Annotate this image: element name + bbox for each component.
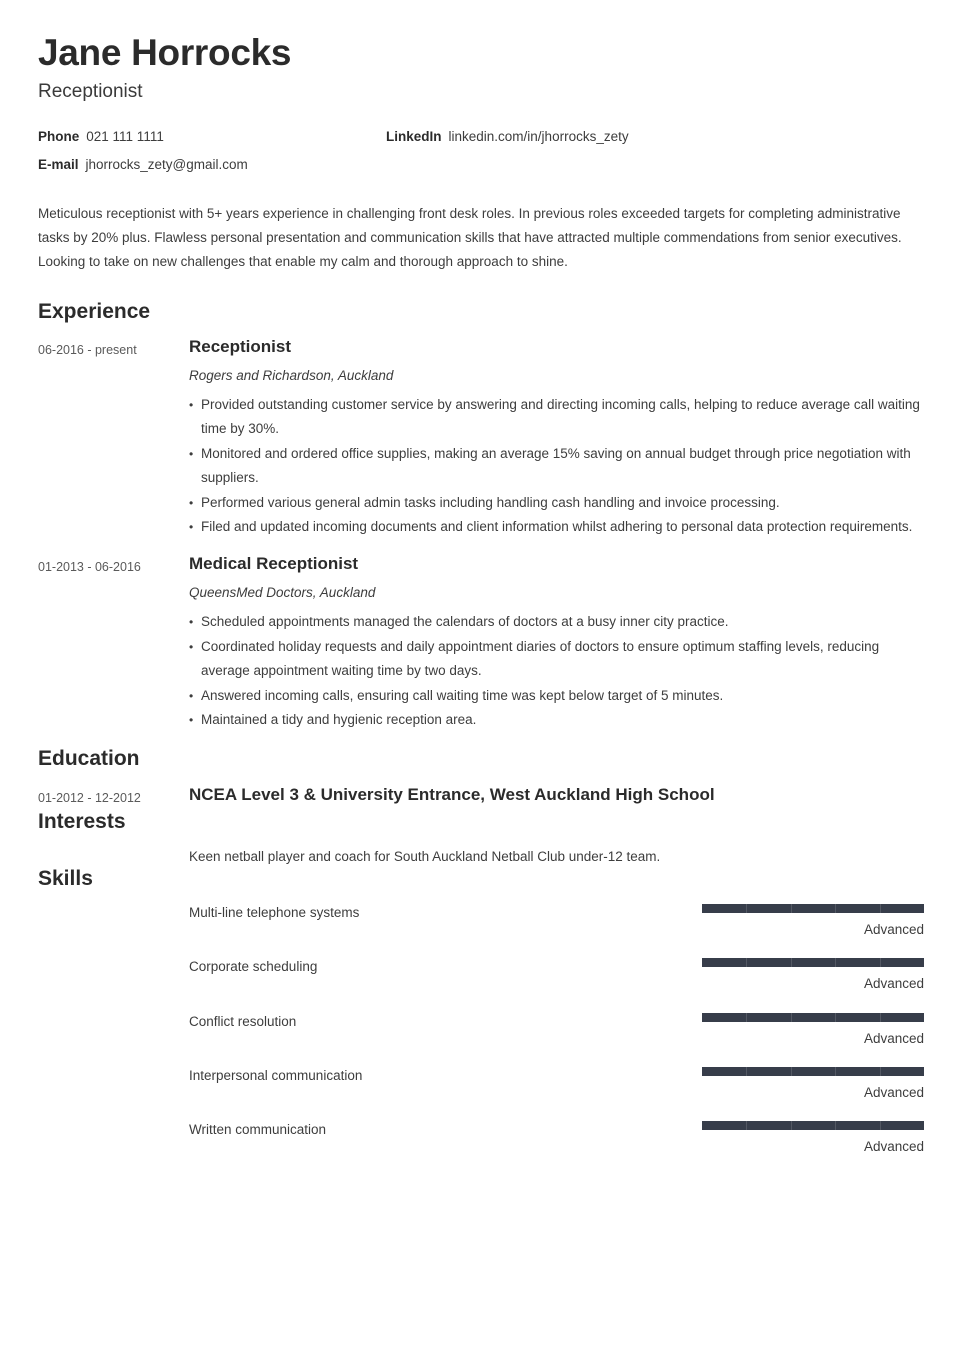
contact-phone-value: 021 111 1111 (86, 128, 164, 144)
skill-level-bar (702, 904, 924, 913)
skill-level-bar (702, 1013, 924, 1022)
candidate-job-title: Receptionist (38, 80, 143, 102)
list-item: • Coordinated holiday requests and daily appointment diaries of doctors to ensure optimum staffing levels, reducing average appointment waiting time by two days. (189, 635, 924, 684)
skill-bar-divider (835, 1013, 836, 1022)
skill-meter (702, 904, 924, 938)
experience-body (189, 554, 924, 733)
skill-bar-divider (791, 1013, 792, 1022)
skill-bar-divider (880, 904, 881, 913)
interests-text: Keen netball player and coach for South Auckland Netball Club under-12 team. (189, 848, 661, 864)
skill-level-label: Advanced (863, 1084, 924, 1100)
skill-bar-divider (746, 904, 747, 913)
education-title: NCEA Level 3 & University Entrance, West Auckland High School (189, 784, 715, 804)
skill-row (38, 958, 924, 992)
resume-header (38, 34, 924, 172)
education-body (189, 784, 924, 805)
contact-linkedin[interactable] (386, 129, 924, 144)
candidate-name: Jane Horrocks (38, 32, 292, 73)
skills-list (38, 904, 924, 1155)
list-item: • Monitored and ordered office supplies, making an average 15% saving on annual budget through price negotiation with suppliers. (189, 442, 924, 491)
skill-level-label: Advanced (863, 976, 924, 992)
section-education (38, 747, 924, 806)
skill-bar-divider (835, 904, 836, 913)
education-heading: Education (38, 746, 140, 770)
professional-summary: Meticulous receptionist with 5+ years experience in challenging front desk roles. In previous roles exceeded targets for completing administrative tasks by 20% plus. Flawless personal presentation and communication skills that have attracted multiple commendations from senior executives. Looking to take on new challenges that enable my calm and thorough approach to shine. (38, 205, 902, 269)
experience-date: 01-2013 - 06-2016 (38, 559, 141, 574)
skill-meter (702, 1013, 924, 1047)
experience-body (189, 337, 924, 540)
skill-level-bar (702, 958, 924, 967)
experience-title: Receptionist (189, 336, 292, 356)
list-item: • Scheduled appointments managed the calendars of doctors at a busy inner city practice. (189, 610, 924, 635)
contact-row (38, 157, 924, 172)
skill-bar-divider (746, 958, 747, 967)
skill-level-bar (702, 1067, 924, 1076)
skill-level-label: Advanced (863, 1139, 924, 1155)
skill-level-bar (702, 1121, 924, 1130)
education-date: 01-2012 - 12-2012 (38, 790, 141, 805)
section-interests (38, 810, 924, 867)
skill-bar-divider (791, 1067, 792, 1076)
contact-linkedin-value[interactable]: linkedin.com/in/jhorrocks_zety (448, 128, 629, 144)
skill-row (38, 1067, 924, 1101)
skills-heading: Skills (38, 867, 93, 891)
contact-phone (38, 129, 386, 144)
list-item: • Performed various general admin tasks including handling cash handling and invoice processing. (189, 491, 924, 516)
experience-title: Medical Receptionist (189, 553, 359, 573)
skill-name: Interpersonal communication (189, 1067, 363, 1083)
skill-level-label: Advanced (863, 922, 924, 938)
list-item: • Filed and updated incoming documents and client information whilst adhering to personal data protection requirements. (189, 515, 924, 540)
skill-row (38, 1121, 924, 1155)
skill-row (38, 1013, 924, 1047)
skill-bar-divider (880, 1121, 881, 1130)
experience-bullets (189, 610, 924, 733)
skill-bar-divider (835, 958, 836, 967)
skill-bar-divider (791, 1121, 792, 1130)
contact-email[interactable] (38, 157, 386, 172)
list-item: • Provided outstanding customer service by answering and directing incoming calls, helping to reduce average call waiting time by 30%. (189, 393, 924, 442)
contact-email-label: E-mail (38, 156, 79, 172)
skill-bar-divider (880, 1067, 881, 1076)
section-skills (38, 867, 924, 1155)
list-item: • Answered incoming calls, ensuring call waiting time was kept below target of 5 minutes. (189, 684, 924, 709)
experience-entry (38, 337, 924, 540)
skill-bar-divider (880, 958, 881, 967)
skill-name: Corporate scheduling (189, 959, 318, 975)
skill-meter (702, 958, 924, 992)
contact-details (38, 129, 924, 172)
skill-level-label: Advanced (863, 1030, 924, 1046)
skill-name: Written communication (189, 1122, 327, 1138)
experience-entry (38, 554, 924, 733)
skill-bar-divider (880, 1013, 881, 1022)
skill-bar-divider (746, 1067, 747, 1076)
skill-bar-divider (791, 958, 792, 967)
skill-bar-divider (746, 1013, 747, 1022)
skill-meter (702, 1067, 924, 1101)
skill-bar-divider (835, 1067, 836, 1076)
skill-row (38, 904, 924, 938)
skill-bar-divider (746, 1121, 747, 1130)
contact-linkedin-label: LinkedIn (386, 128, 442, 144)
list-item: • Maintained a tidy and hygienic reception area. (189, 708, 924, 733)
education-entry (38, 784, 924, 806)
section-experience (38, 300, 924, 733)
contact-row (38, 129, 924, 144)
skill-meter (702, 1121, 924, 1155)
interests-heading: Interests (38, 809, 126, 833)
experience-employer: Rogers and Richardson, Auckland (189, 368, 394, 384)
skill-bar-divider (835, 1121, 836, 1130)
skill-bar-divider (791, 904, 792, 913)
skill-name: Conflict resolution (189, 1013, 297, 1029)
contact-email-value[interactable]: jhorrocks_zety@gmail.com (85, 156, 248, 172)
contact-phone-label: Phone (38, 128, 80, 144)
experience-date: 06-2016 - present (38, 342, 137, 357)
experience-employer: QueensMed Doctors, Auckland (189, 585, 376, 601)
experience-bullets (189, 393, 924, 540)
interests-entry (38, 847, 924, 867)
skill-name: Multi-line telephone systems (189, 905, 360, 921)
experience-heading: Experience (38, 299, 151, 323)
